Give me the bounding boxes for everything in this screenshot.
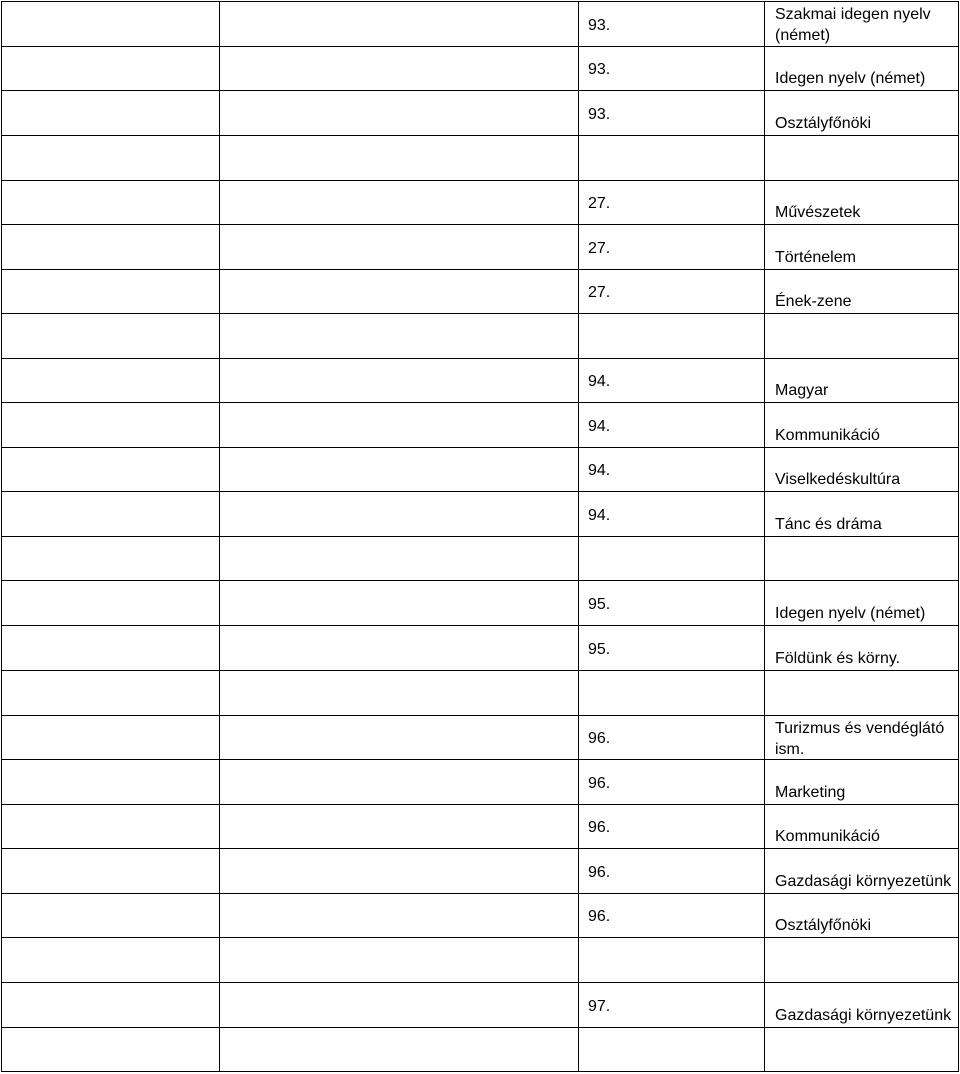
table-cell-number: 94. [588, 373, 611, 390]
table-cell-subject: Művészetek [775, 204, 861, 221]
table-rule-horizontal [1, 937, 959, 938]
table-cell-subject: Gazdasági környezetünk [775, 1007, 952, 1024]
table-rule-horizontal [1, 402, 959, 403]
table-cell-number: 27. [588, 195, 611, 212]
table-cell-subject: Idegen nyelv (német) [775, 605, 926, 622]
table-cell-number: 94. [588, 418, 611, 435]
table-cell-subject: Földünk és körny. [775, 650, 901, 667]
table-rule-horizontal [1, 313, 959, 314]
table-cell-subject: Osztályfőnöki [775, 115, 872, 132]
table-cell-subject: Kommunikáció [775, 427, 880, 444]
table-cell-subject: Kommunikáció [775, 828, 880, 845]
table-cell-subject: Marketing [775, 784, 846, 801]
table-rule-vertical [764, 1, 765, 1072]
table-rule-vertical [219, 1, 220, 1072]
table-cell-subject: Magyar [775, 382, 829, 399]
table-rule-horizontal [1, 135, 959, 136]
table-cell-subject: Szakmai idegen nyelv (német) [775, 6, 931, 44]
table-rule-horizontal [1, 180, 959, 181]
table-cell-subject: Gazdasági környezetünk [775, 873, 952, 890]
table-cell-subject: Történelem [775, 249, 856, 266]
table-cell-number: 93. [588, 17, 611, 34]
table-cell-number: 97. [588, 998, 611, 1015]
table-rule-horizontal [1, 46, 959, 47]
table-rule-horizontal [1, 1, 959, 2]
table-cell-subject: Osztályfőnöki [775, 917, 872, 934]
table-cell-number: 95. [588, 641, 611, 658]
table-cell-number: 27. [588, 240, 611, 257]
table-cell-subject: Viselkedéskultúra [775, 471, 901, 488]
table-cell-number: 94. [588, 462, 611, 479]
table-rule-horizontal [1, 804, 959, 805]
table-rule-horizontal [1, 982, 959, 983]
table-cell-subject: Idegen nyelv (német) [775, 70, 926, 87]
table-rule-horizontal [1, 224, 959, 225]
table-rule-horizontal [1, 893, 959, 894]
table-rule-horizontal [1, 90, 959, 91]
table-cell-subject: Turizmus és vendéglátó ism. [775, 720, 945, 758]
table-cell-number: 95. [588, 596, 611, 613]
table-rule-horizontal [1, 670, 959, 671]
table-rule-horizontal [1, 580, 959, 581]
table-cell-number: 27. [588, 284, 611, 301]
table-cell-number: 96. [588, 864, 611, 881]
table-cell-number: 96. [588, 819, 611, 836]
table-rule-horizontal [1, 1027, 959, 1028]
table-rule-horizontal [1, 269, 959, 270]
table-cell-subject: Tánc és dráma [775, 516, 882, 533]
table-rule-horizontal [1, 536, 959, 537]
table-cell-number: 94. [588, 507, 611, 524]
table-rule-vertical [1, 1, 2, 1072]
table-rule-vertical [578, 1, 579, 1072]
table-rule-horizontal [1, 1071, 959, 1072]
table-rule-horizontal [1, 715, 959, 716]
table-rule-horizontal [1, 447, 959, 448]
table-cell-number: 93. [588, 61, 611, 78]
table-cell-number: 96. [588, 908, 611, 925]
table-rule-horizontal [1, 625, 959, 626]
table-rule-horizontal [1, 358, 959, 359]
table-cell-subject: Ének-zene [775, 293, 852, 310]
table-cell-number: 96. [588, 775, 611, 792]
table-rule-horizontal [1, 848, 959, 849]
table-cell-number: 93. [588, 106, 611, 123]
table-cell-number: 96. [588, 730, 611, 747]
table-rule-vertical [958, 1, 959, 1072]
table-rule-horizontal [1, 491, 959, 492]
